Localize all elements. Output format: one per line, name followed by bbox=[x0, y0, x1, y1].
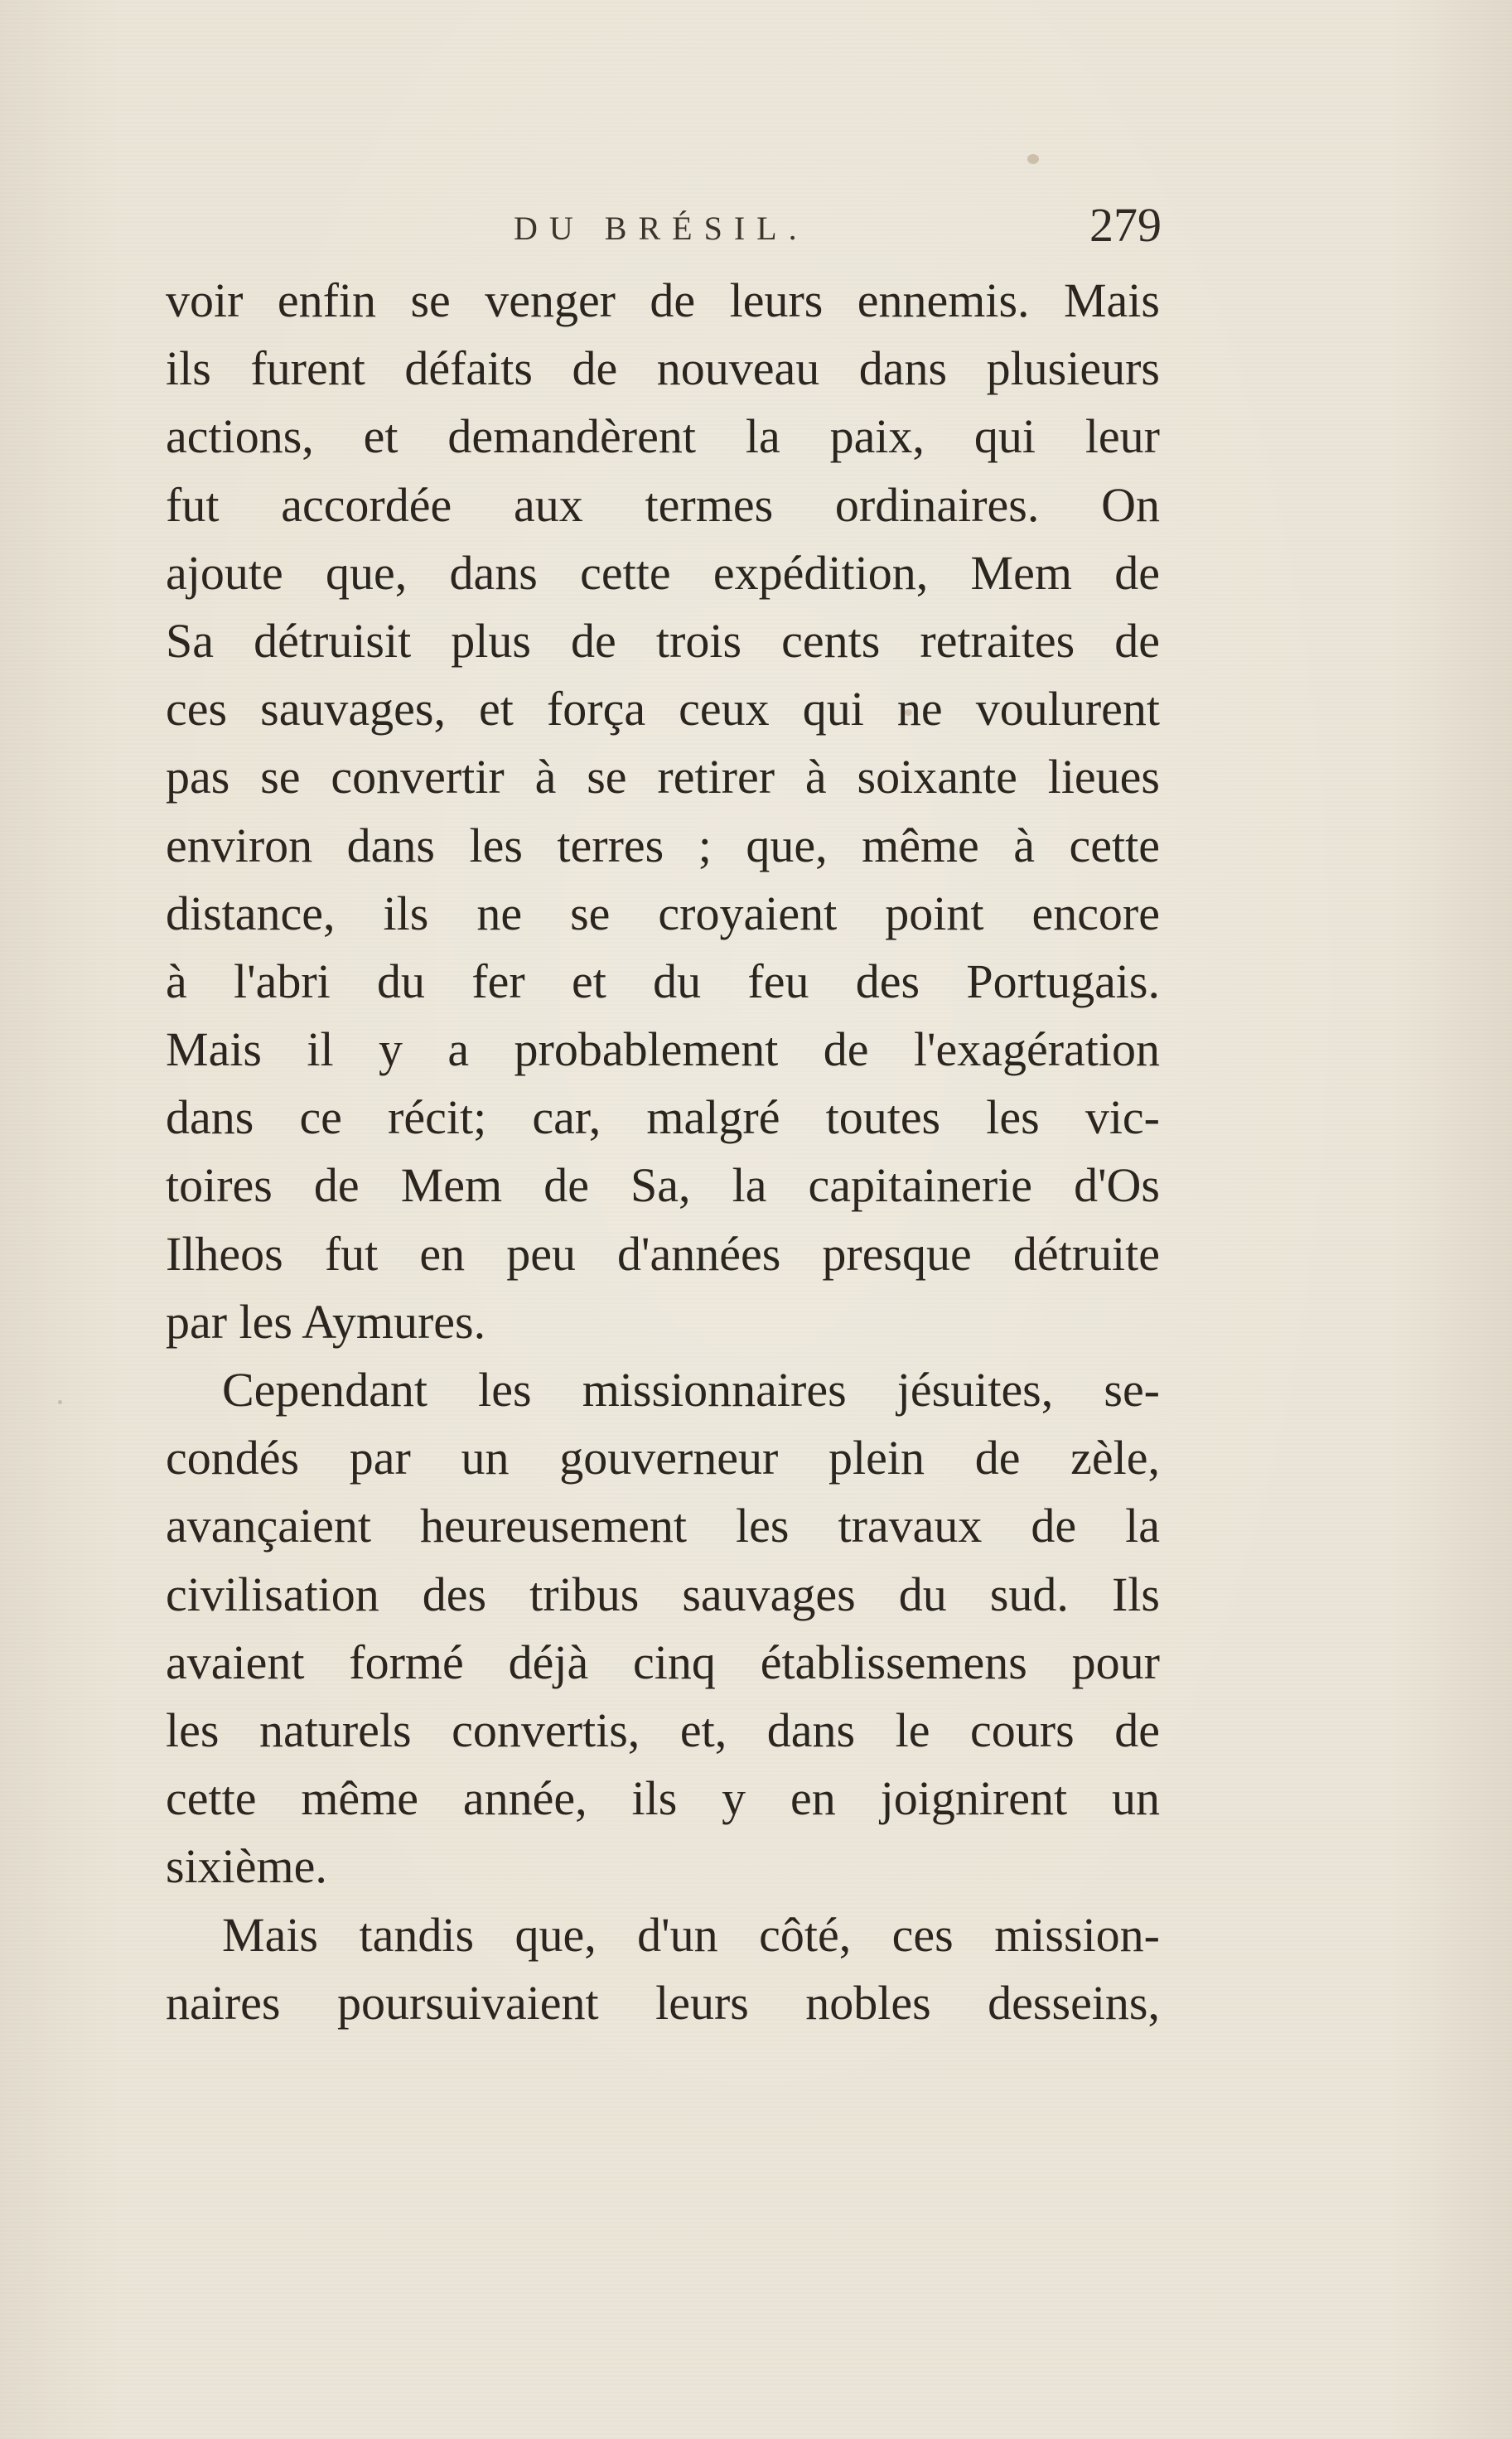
text-line: civilisation des tribus sauvages du sud. Ils bbox=[166, 1567, 1160, 1621]
text-line: ces sauvages, et força ceux qui ne voulurent bbox=[166, 682, 1160, 737]
text-line: les naturels convertis, et, dans le cours de bbox=[166, 1702, 1160, 1757]
page-header bbox=[166, 197, 1160, 263]
text-line: condés par un gouverneur plein de zèle, bbox=[166, 1431, 1160, 1485]
text-line: Mais il y a probablement de l'exagération bbox=[166, 1022, 1160, 1077]
text-line: ils furent défaits de nouveau dans plusieurs bbox=[166, 341, 1160, 396]
text-line: par les Aymures. bbox=[166, 1294, 486, 1349]
text-line: fut accordée aux termes ordinaires. On bbox=[166, 477, 1160, 532]
text-line: naires poursuivaient leurs nobles desseins, bbox=[166, 1975, 1160, 2030]
running-title: DU BRÉSIL. bbox=[514, 210, 809, 247]
text-line: pas se convertir à se retirer à soixante lieues bbox=[166, 750, 1160, 804]
page-number: 279 bbox=[1089, 198, 1162, 252]
text-line: dans ce récit; car, malgré toutes les vic- bbox=[166, 1090, 1160, 1145]
text-line: à l'abri du fer et du feu des Portugais. bbox=[166, 954, 1160, 1008]
text-line: Ilheos fut en peu d'années presque détruite bbox=[166, 1226, 1160, 1281]
body-text bbox=[166, 267, 1160, 2037]
paper-stain bbox=[1027, 154, 1039, 164]
text-line: cette même année, ils y en joignirent un bbox=[166, 1771, 1160, 1826]
text-line: Mais tandis que, d'un côté, ces mission- bbox=[222, 1907, 1160, 1962]
text-line: voir enfin se venger de leurs ennemis. Mais bbox=[166, 273, 1160, 327]
text-line: sixième. bbox=[166, 1839, 327, 1894]
text-line: toires de Mem de Sa, la capitainerie d'Os bbox=[166, 1158, 1160, 1213]
text-line: actions, et demandèrent la paix, qui leur bbox=[166, 409, 1160, 464]
paper-stain bbox=[58, 1400, 62, 1404]
text-line: Cependant les missionnaires jésuites, se- bbox=[222, 1363, 1160, 1417]
text-line: avaient formé déjà cinq établissemens pour bbox=[166, 1635, 1160, 1689]
text-line: environ dans les terres ; que, même à cette bbox=[166, 818, 1160, 872]
text-line: avançaient heureusement les travaux de la bbox=[166, 1499, 1160, 1553]
text-line: distance, ils ne se croyaient point encore bbox=[166, 886, 1160, 940]
text-line: ajoute que, dans cette expédition, Mem de bbox=[166, 545, 1160, 600]
text-line: Sa détruisit plus de trois cents retraites de bbox=[166, 613, 1160, 668]
